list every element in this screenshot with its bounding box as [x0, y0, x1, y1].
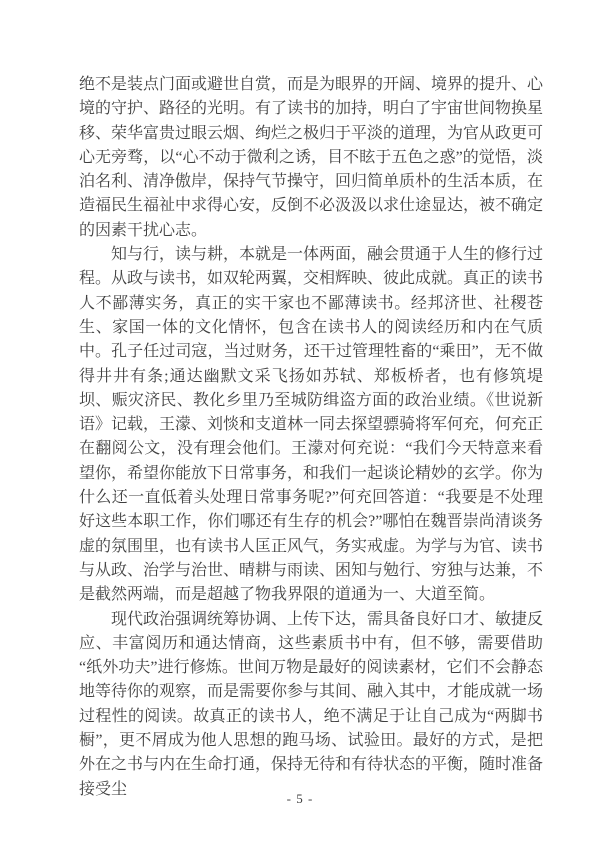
paragraph-3: 现代政治强调统筹协调、上传下达，需具备良好口才、敏捷反应、丰富阅历和通达情商，这些素质书中有，但不够，需要借助“纸外功夫”进行修炼。世间万物是最好的阅读素材，它们不会静态地等待你的观察，而是需要你参与其间、融入其中，才能成就一场过程性的阅读。故真正的读书人，绝不满足于让自己成为“两脚书橱”，更不屑成为他人思想的跑马场、试验田。最好的方式，是把外在之书与内在生命打通，保持无待和有待状态的平衡，随时准备接受尘 — [79, 610, 544, 798]
body-text — [79, 73, 543, 802]
paragraph-1: 绝不是装点门面或避世自赏，而是为眼界的开阔、境界的提升、心境的守护、路径的光明。有了读书的加持，明白了宇宙世间物换星移、荣华富贵过眼云烟、绚烂之极归于平淡的道理，为官从政更可心无旁骛，以“心不动于微利之诱，目不眩于五色之惑”的觉悟，淡泊名利、清净傲岸，保持气节操守，回归简单质朴的生活本质，在造福民生福祉中求得心安，反倒不必汲汲以求仕途显达，被不确定的因素干扰心志。 — [79, 76, 544, 239]
page-number: - 5 - — [286, 791, 314, 806]
paragraph-2: 知与行，读与耕，本就是一体两面，融会贯通于人生的修行过程。从政与读书，如双轮两翼，交相辉映、彼此成就。真正的读书人不鄙薄实务，真正的实干家也不鄙薄读书。经邦济世、社稷苍生、家国一体的文化情怀，包含在读书人的阅读经历和内在气质中。孔子任过司寇，当过财务，还干过管理牲畜的“乘田”，无不做得井井有条;通达幽默文采飞扬如苏轼、郑板桥者，也有修筑堤坝、赈灾济民、教化乡里乃至城防缉盗方面的政治业绩。《世说新语》记载，王濛、刘惔和支道林一同去探望骠骑将军何充，何充正在翻阅公文，没有理会他们。王濛对何充说：“我们今天特意来看望你，希望你能放下日常事务，和我们一起谈论精妙的玄学。你为什么还一直低着头处理日常事务呢?”何充回答道：“我要是不处理好这些本职工作，你们哪还有生存的机会?”哪怕在魏晋崇尚清谈务虚的氛围里，也有读书人匡正风气，务实戒虚。为学与为官、读书与从政、治学与治世、晴耕与雨读、困知与勉行、穷独与达兼，不是截然两端，而是超越了物我界限的道通为一、大道至简。 — [79, 246, 544, 604]
